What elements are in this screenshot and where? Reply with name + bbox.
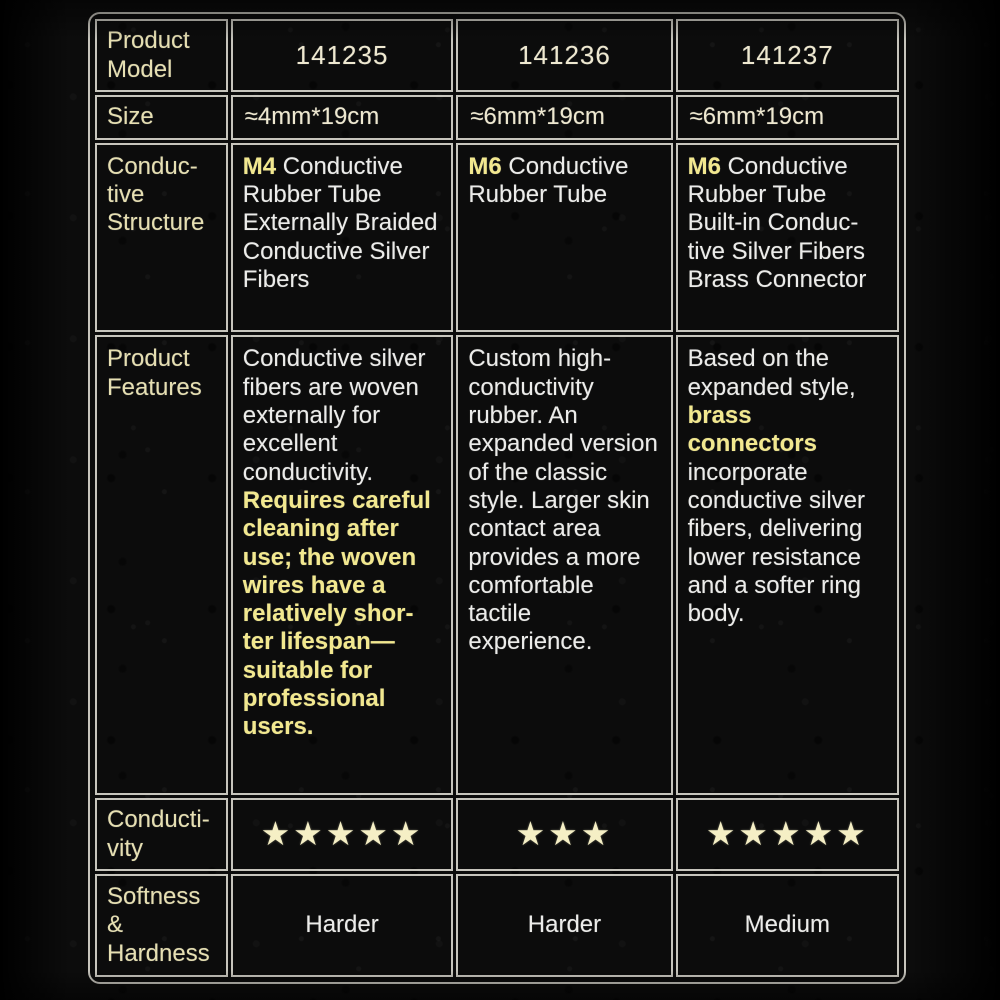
label-size: Size bbox=[95, 95, 228, 140]
label-conductive-structure: Conduc-tive Structure bbox=[95, 143, 228, 332]
row-conductive-structure bbox=[95, 143, 899, 332]
structure-text: Conductive Rubber Tube bbox=[468, 152, 629, 209]
structure-highlight: M6 bbox=[687, 152, 721, 180]
features-cell-141235 bbox=[231, 335, 454, 795]
features-text: Based on the expanded style, bbox=[687, 345, 856, 401]
hardness-value-141235: Harder bbox=[231, 874, 454, 977]
structure-highlight: M4 bbox=[242, 152, 277, 180]
model-number-141237: 141237 bbox=[676, 19, 899, 92]
features-text: Custom high-conductivity rubber. An expanded version of the classic style. Larger skin contact area provides a more comfortable tactile experience. bbox=[468, 345, 658, 656]
size-value-141235: ≈4mm*19cm bbox=[231, 95, 454, 140]
row-product-features bbox=[95, 335, 899, 795]
structure-cell-141237 bbox=[676, 143, 899, 332]
model-number-141235: 141235 bbox=[231, 19, 454, 92]
hardness-value-141236: Harder bbox=[456, 874, 672, 977]
label-conductivity: Conducti-vity bbox=[95, 798, 228, 871]
row-size bbox=[95, 95, 899, 140]
label-softness-hardness: Softness & Hardness bbox=[95, 874, 228, 977]
row-softness-hardness bbox=[95, 874, 899, 977]
star-rating-141235: ★★★★★ bbox=[231, 798, 454, 871]
structure-text: Conductive Rubber Tube Externally Braided Conductive Silver Fibers bbox=[242, 152, 438, 294]
label-product-model: Product Model bbox=[95, 19, 228, 92]
spec-table bbox=[92, 16, 902, 980]
features-text: incorporate conductive silver fibers, delivering lower resistance and a softer ring body. bbox=[687, 458, 865, 628]
features-cell-141236 bbox=[456, 335, 672, 795]
size-value-141237: ≈6mm*19cm bbox=[676, 95, 899, 140]
row-conductivity bbox=[95, 798, 899, 871]
star-rating-141237: ★★★★★ bbox=[676, 798, 899, 871]
structure-text: Conductive Rubber Tube Built-in Conduc-tive Silver Fibers Brass Connector bbox=[687, 152, 867, 294]
spec-table-card bbox=[88, 12, 906, 984]
row-product-model bbox=[95, 19, 899, 92]
hardness-value-141237: Medium bbox=[676, 874, 899, 977]
size-value-141236: ≈6mm*19cm bbox=[456, 95, 672, 140]
features-text: Conductive silver fibers are woven externally for excellent conductivity. bbox=[242, 345, 426, 486]
structure-cell-141236 bbox=[456, 143, 672, 332]
features-warning-text: Requires careful cleaning after use; the woven wires have a relatively shor-ter lifespan— suitable for professional users. bbox=[242, 486, 431, 741]
model-number-141236: 141236 bbox=[456, 19, 672, 92]
features-highlight: brass connectors bbox=[687, 401, 817, 458]
structure-cell-141235 bbox=[231, 143, 454, 332]
structure-highlight: M6 bbox=[468, 152, 502, 180]
label-product-features: Product Features bbox=[95, 335, 228, 795]
star-rating-141236: ★★★ bbox=[456, 798, 672, 871]
features-cell-141237 bbox=[676, 335, 899, 795]
